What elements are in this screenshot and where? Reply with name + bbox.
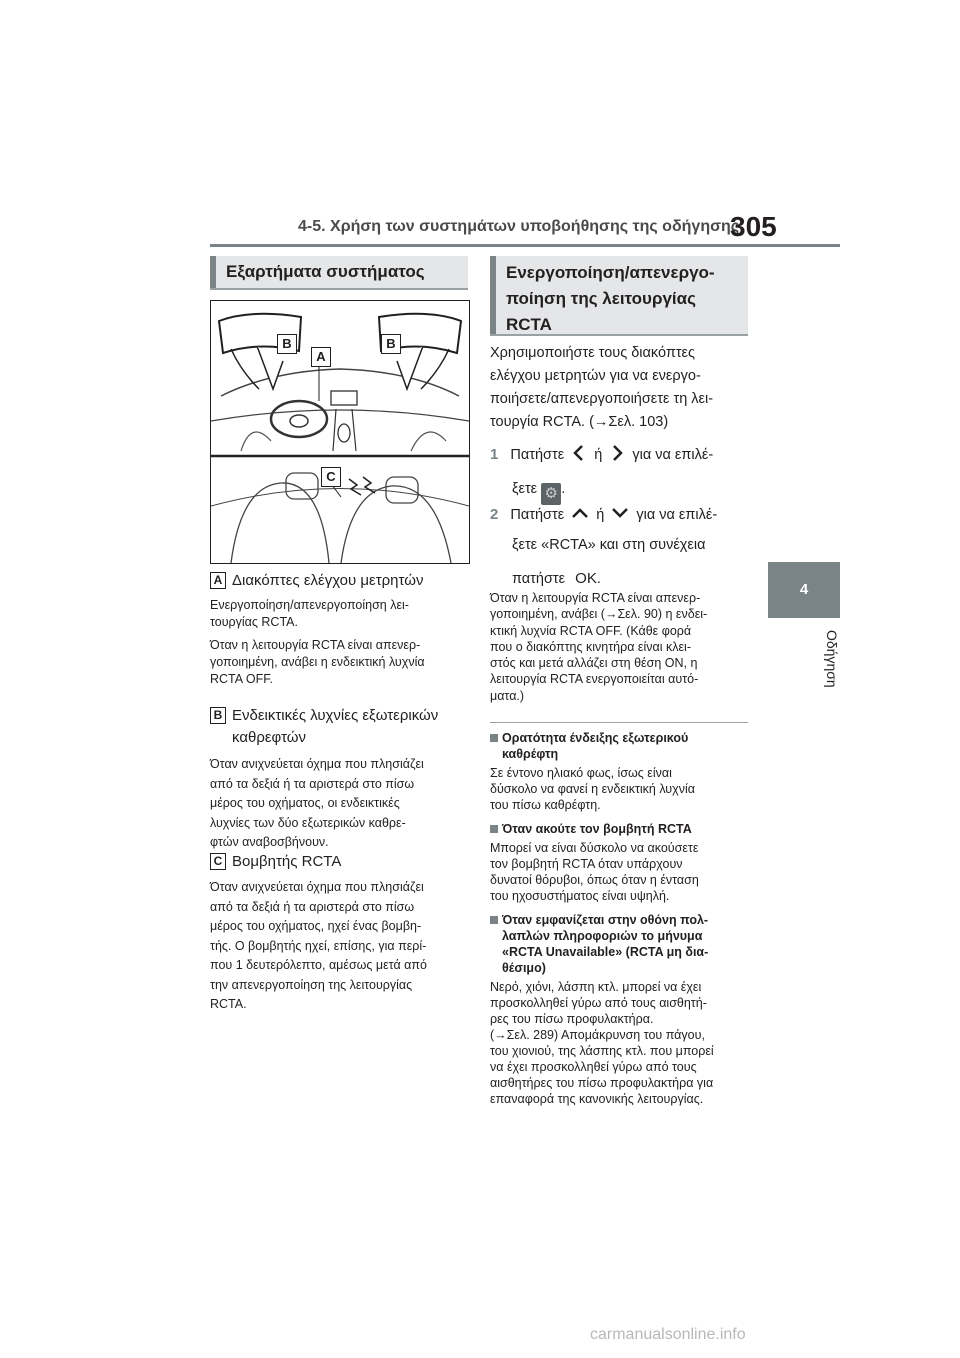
chevron-right-icon [610, 445, 624, 461]
callout-a: A [311, 347, 331, 367]
item-a-heading: Διακόπτες ελέγχου μετρητών [232, 572, 424, 589]
item-a [210, 572, 472, 688]
page-number: 305 [730, 211, 777, 242]
header-rule [210, 244, 840, 247]
item-b [210, 705, 472, 853]
item-c-text: Όταν ανιχνεύεται όχημα που πλησιάζει από τα δεξιά ή τα αριστερά στο πίσω μέρος του οχήματος, ηχεί ένας βομβη- τής. Ο βομβητής ηχεί, επίσης, για περί- που 1 δευτερόλεπτο, αμέσως μετά από την απενεργοποίηση της λειτουργίας RCTA. [210, 880, 427, 1011]
callout-c: C [321, 467, 341, 487]
label-c: C [210, 853, 226, 870]
note-mirror-visibility: Ορατότητα ένδειξης εξωτερικού καθρέφτη Σε έντονο ηλιακό φως, ίσως είναι δύσκολο να φανεί η ενδεικτική λυχνία του πίσω καθρέφτη. [490, 731, 695, 812]
item-a-text: Ενεργοποίηση/απενεργοποίηση λει- τουργίας RCTA. Όταν η λειτουργία RCTA είναι απενερ- γοποιημένη, ανάβει η ενδεικτική λυχνία RCTA OFF. [210, 598, 425, 686]
car-interior-illustration [211, 301, 469, 563]
chapter-tab: 4 [768, 562, 840, 618]
item-b-heading-1: Ενδεικτικές λυχνίες εξωτερικών [232, 707, 439, 724]
item-c [210, 853, 472, 1015]
step-2: 2 Πατήστε ή για να επιλέ- ξετε «RCTA» και στη συνέχεια πατήστε OK. [490, 506, 718, 587]
section-title-rcta: Ενεργοποίηση/απενεργο- ποίηση της λειτουργίας RCTA [490, 256, 748, 336]
item-b-text: Όταν ανιχνεύεται όχημα που πλησιάζει από τα δεξιά ή τα αριστερά στο πίσω μέρος του οχήματος, οι ενδεικτικές λυχνίες των δύο εξωτερικών καθρε- φτών αναβοσβήνουν. [210, 757, 424, 849]
notes [490, 730, 752, 1107]
running-header: 4-5. Χρήση των συστημάτων υποβοήθησης της οδήγησης [298, 218, 740, 235]
chevron-down-icon [612, 507, 628, 519]
settings-gear-icon: ⚙ [541, 483, 561, 505]
label-b: B [210, 707, 226, 724]
watermark: carmanualsonline.info [590, 1326, 746, 1343]
callout-b-right: B [381, 334, 401, 354]
step-1: 1 Πατήστε ή για να επιλέ- ξετε ⚙ . [490, 438, 752, 506]
note-unavailable: Όταν εμφανίζεται στην οθόνη πολ- λαπλών πληροφοριών το μήνυμα «RCTA Unavailable» (RCTA μη δια- θέσιμο) Νερό, χιόνι, λάσπη κτλ. μπορεί να έχει προσκολληθεί γύρω από τους αισθητή- ρες του πίσω προφυλακτήρα. (→Σελ. 289) Απομάκρυνση του πάγου, του χιονιού, της λάσπης κτλ. που μπορεί να έχει προσκολληθεί γύρω από τους αισθητήρες του πίσω προφυλακτήρα για επαναφορά της κανονικής λειτουργίας. [490, 913, 714, 1106]
chevron-left-icon [572, 445, 586, 461]
callout-b-left: B [277, 334, 297, 354]
rcta-off-note: Όταν η λειτουργία RCTA είναι απενερ- γοποιημένη, ανάβει (→Σελ. 90) η ενδει- κτική λυχνία RCTA OFF. (Κάθε φορά που ο διακόπτης κινητήρα είναι κλει- στός και μετά αλλάζει στη θέση ON, η λειτουργία RCTA ενεργοποιείται αυτό- ματα.) [490, 591, 708, 703]
chevron-up-icon [572, 507, 588, 519]
chapter-label: Οδήγηση [824, 630, 840, 688]
notes-divider [490, 722, 748, 723]
ok-button-glyph: OK [575, 570, 597, 587]
item-b-heading-2: καθρεφτών [232, 729, 306, 746]
label-a: A [210, 572, 226, 589]
item-c-heading: Βομβητής RCTA [232, 853, 342, 870]
system-components-figure [210, 300, 470, 564]
note-buzzer: Όταν ακούτε τον βομβητή RCTA Μπορεί να είναι δύσκολο να ακούσετε τον βομβητή RCTA όταν υπάρχουν δυνατοί θόρυβοι, όπως όταν η ένταση του ηχοσυστήματος είναι υψηλή. [490, 822, 699, 903]
section-title-components: Εξαρτήματα συστήματος [210, 256, 468, 290]
rcta-intro: Χρησιμοποιήστε τους διακόπτες ελέγχου μετρητών για να ενεργο- ποιήσετε/απενεργοποιήσετε τη λει- τουργία RCTA. (→Σελ. 103) [490, 345, 714, 430]
